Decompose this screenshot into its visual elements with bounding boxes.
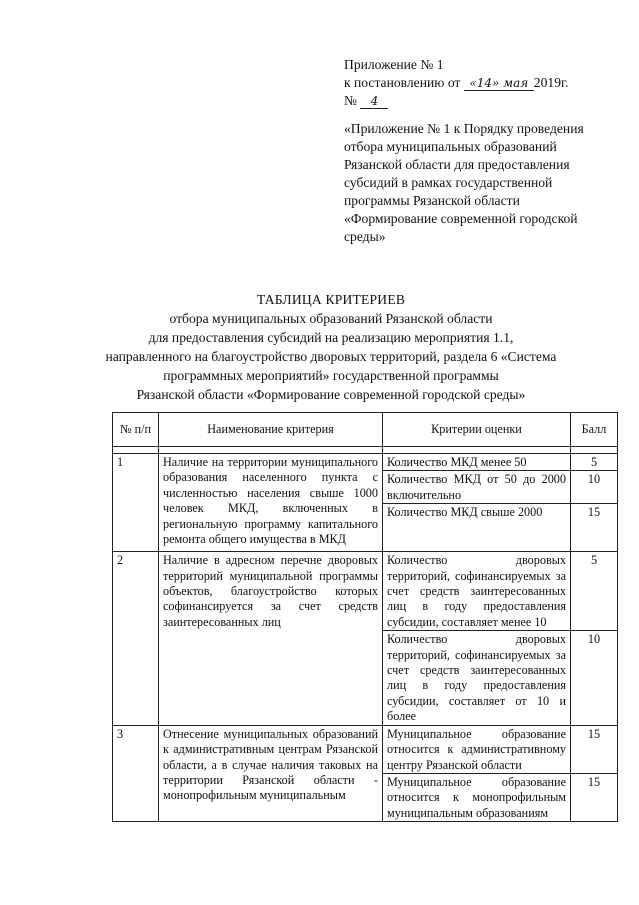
document-title: ТАБЛИЦА КРИТЕРИЕВ — [256, 292, 406, 307]
criterion-name: Наличие в адресном перечне дворовых территорий муниципальной программы объектов, благоустройство которых софинансируется за счет средств заинтересованных лиц — [159, 552, 383, 725]
handwritten-date: «14» мая — [464, 76, 534, 91]
evaluation-text: Количество МКД от 50 до 2000 включительно — [383, 471, 571, 504]
heading-line-2: для предоставления субсидий на реализацию мероприятия 1.1, — [148, 330, 514, 345]
table-row — [113, 454, 618, 471]
appendix-line-1: Приложение № 1 — [344, 57, 444, 72]
evaluation-text: Муниципальное образование относится к монопрофильным муниципальным образованиям — [383, 773, 571, 821]
score-value: 15 — [571, 773, 618, 821]
heading-line-3: направленного на благоустройство дворовых территорий, раздела 6 «Система — [105, 349, 557, 364]
score-value: 15 — [571, 504, 618, 552]
appendix-decree-prefix: к постановлению от — [344, 75, 461, 90]
table-gap-row — [113, 447, 618, 454]
score-value: 10 — [571, 631, 618, 725]
evaluation-text: Количество МКД менее 50 — [383, 454, 571, 471]
heading-line-1: отбора муниципальных образований Рязанской области — [169, 311, 493, 326]
score-value: 5 — [571, 454, 618, 471]
row-number: 1 — [113, 454, 159, 552]
appendix-line-2 — [344, 74, 614, 92]
header-criterion: Наименование критерия — [159, 413, 383, 447]
evaluation-text: Количество дворовых территорий, софинансируемых за счет средств заинтересованных лиц в году предоставления субсидии, составляет менее 10 — [383, 552, 571, 631]
document-heading — [96, 290, 566, 404]
criterion-name: Наличие на территории муниципального образования населенного пункта с численностью населения свыше 1000 человек МКД, включенных в региональную программу капитального ремонта общего имущества в МКД — [159, 454, 383, 552]
appendix-number-prefix: № — [344, 93, 357, 108]
handwritten-number: 4 — [360, 94, 388, 109]
criterion-name: Отнесение муниципальных образований к административным центрам Рязанской области, а в случае наличия таковых на территории Рязанской области - монопрофильным муниципальным — [159, 725, 383, 821]
score-value: 10 — [571, 471, 618, 504]
evaluation-text: Количество дворовых территорий, софинансируемых за счет средств заинтересованных лиц в году предоставления субсидии, составляет от 10 и более — [383, 631, 571, 725]
heading-line-4: программных мероприятий» государственной программы — [163, 368, 499, 383]
table-row — [113, 552, 618, 631]
appendix-year: 2019г. — [533, 75, 569, 90]
header-score: Балл — [571, 413, 618, 447]
appendix-block — [344, 56, 614, 110]
header-num: № п/п — [113, 413, 159, 447]
score-value: 5 — [571, 552, 618, 631]
table-header-row — [113, 413, 618, 447]
score-value: 15 — [571, 725, 618, 773]
evaluation-text: Муниципальное образование относится к административному центру Рязанской области — [383, 725, 571, 773]
row-number: 3 — [113, 725, 159, 821]
order-reference: «Приложение № 1 к Порядку проведения отбора муниципальных образований Рязанской области для предоставления субсидий в рамках государственной программы Рязанской области «Формирование современной городской среды» — [344, 121, 584, 244]
table-row — [113, 725, 618, 773]
heading-line-5: Рязанской области «Формирование современной городской среды» — [136, 387, 526, 402]
appendix-line-3 — [344, 92, 614, 110]
criteria-table — [112, 412, 618, 822]
evaluation-text: Количество МКД свыше 2000 — [383, 504, 571, 552]
header-evaluation: Критерии оценки — [383, 413, 571, 447]
row-number: 2 — [113, 552, 159, 725]
